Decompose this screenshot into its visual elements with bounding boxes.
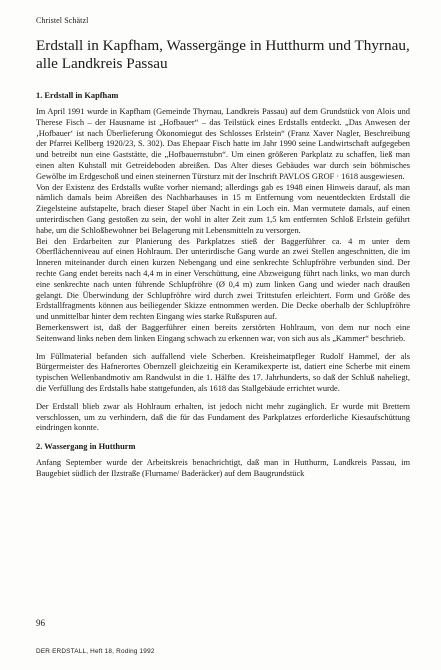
author-name: Christel Schätzl: [36, 16, 89, 25]
paragraph: Anfang September wurde der Arbeitskreis benachrichtigt, daß man in Hutthurm, Landkreis Passau, im Baugebiet südlich der Ilzstraße (Flurname/ Baderäcker) auf dem Baugrundstück: [36, 458, 410, 478]
paragraph: Der Erdstall blieb zwar als Hohlraum erhalten, ist jedoch nicht mehr zugänglich. Er wurde mit Brettern verschlossen, um zu verhindern, daß die für das Fundament des Parkplatzes erforderliche Kiesaufschüttung eindringen konnte.: [36, 401, 410, 433]
paragraph: Im Füllmaterial befanden sich auffallend viele Scherben. Kreisheimatpfleger Rudolf Hammel, der als Bürgermeister des Hafnerortes Obernzell gleichzeitig ein Keramikexperte ist, datiert eine Scherbe mit einem typischen Wellenbandmotiv am Randwulst in die 1. Hälfte des 17. Jahrhunderts, so daß der Schluß naheliegt, die Verfüllung des Erdstalls habe stattgefunden, als 1618 das Stallgebäude errichtet wurde.: [36, 351, 410, 393]
paragraph: Bemerkenswert ist, daß der Baggerführer einen bereits zerstörten Hohlraum, von dem nur noch eine Seitenwand links neben dem linken Eingang schwach zu erkennen war, von sich aus als „Kammer“ beschrieb.: [36, 322, 410, 343]
article-title: Erdstall in Kapfham, Wassergänge in Hutthurm und Thyrnau, alle Landkreis Passau: [36, 37, 410, 72]
journal-footer: DER ERDSTALL, Heft 18, Roding 1992: [36, 648, 155, 655]
section-heading-hutthurm: 2. Wassergang in Hutthurm: [36, 442, 136, 452]
paragraph: Von der Existenz des Erdstalls wußte vorher niemand; allerdings gab es 1948 einen Hinweis darauf, als man nämlich damals beim Abreißen des Nachbarhauses in 15 m Entfernung vom neuentdeckten Erdstall die Ziegelsteine aufstapelte, brach dieser Stapel über Nacht in ein Loch ein. Man vermutete damals, auf einen unterirdischen Gang gestoßen zu sein, der wohl in alter Zeit zum 1,5 km entfernten Schloß Erlstein geführt habe, um die Schloßbewohner bei Belagerung mit Lebensmitteln zu versorgen.: [36, 182, 410, 235]
page-number: 96: [36, 618, 45, 628]
article-body: [36, 90, 410, 480]
paragraph: Im April 1991 wurde in Kapfham (Gemeinde Thyrnau, Landkreis Passau) auf dem Grundstück von Alois und Therese Fisch – der Hausname ist „Hofbauer“ – das Teilstück eines Erdstalls entdeckt. „Das Anwesen der ‚Hofbauer‘ ist nach Überlieferung Ökonomiegut des Schlosses Erlstein“ (Franz Xaver Nagler, Beschreibung der Pfarrei Kellberg 1920/23, S. 302). Das Ehepaar Fisch hatte im Jahr 1990 seine Landwirtschaft aufgegeben und betreibt nun eine Gaststätte, die „Hofbauernstubn“. Um einen größeren Parkplatz zu schaffen, ließ man einen alten Kuhstall mit Getreideboden abreißen. Das Alter dieses Gebäudes war durch sein böhmisches Gewölbe im Erdgeschoß und einen steinernen Türsturz mit der Inschrift PAVLOS GROF · 1618 ausgewiesen.: [36, 107, 410, 181]
paragraph: Bei den Erdarbeiten zur Planierung des Parkplatzes stieß der Baggerführer ca. 4 m unter dem Oberflächenniveau auf einen Hohlraum. Der unterirdische Gang wurde an zwei Stellen angeschnitten, die im Inneren miteinander durch einen kurzen Nebengang und eine senkrechte Schlupfröhre verbunden sind. Der rechte Gang endet bereits nach 4,4 m in einer Verschüttung, eine Abzweigung führt nach links, wo man durch eine senkrechte nach unten führende Schlupfröhre (Ø 0,4 m) zum linken Gang und wieder nach draußen gelangt. Die Überwindung der Schlupfröhre wird durch zwei Trittstufen erleichtert. Form und Größe des Erdstallfragments können aus beiliegender Skizze entnommen werden. Die Decke oberhalb der Schlupfröhre und unmittelbar hinter dem rechten Eingang wies starke Rußspuren auf.: [36, 236, 410, 322]
section-heading-kapfham: 1. Erdstall in Kapfham: [36, 91, 119, 100]
